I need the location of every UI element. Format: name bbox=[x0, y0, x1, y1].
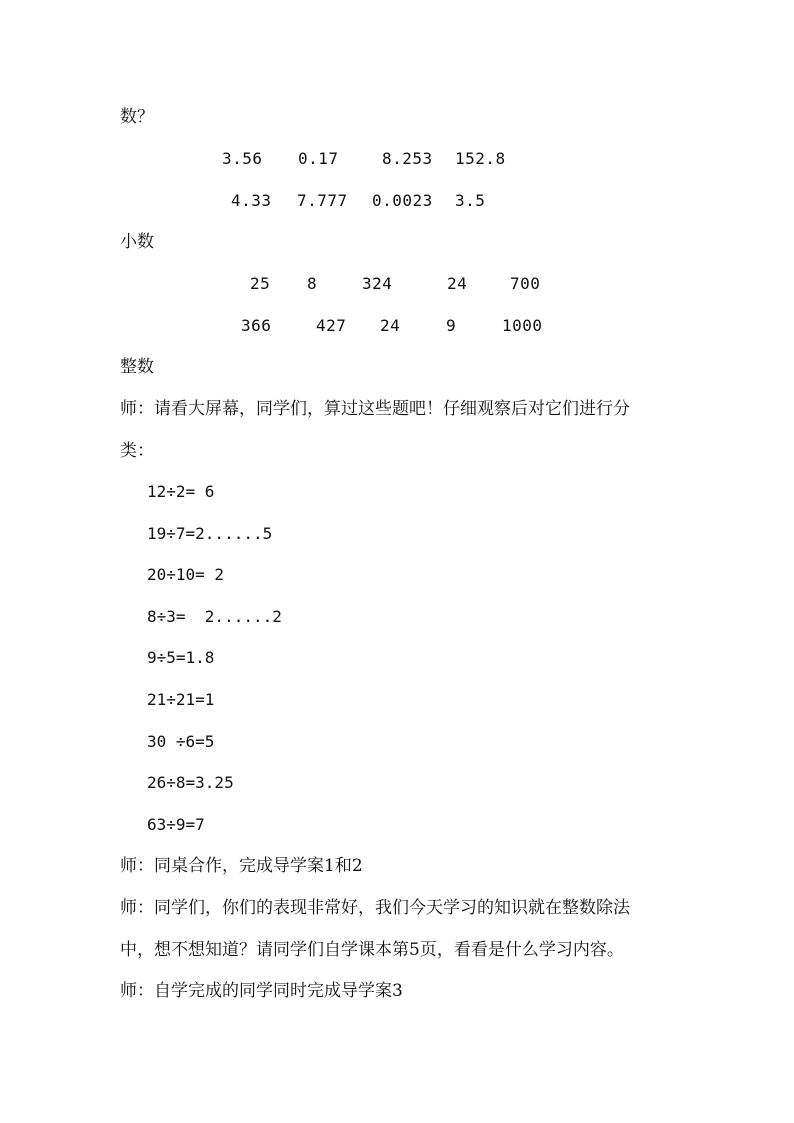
decimal-label: 小数 bbox=[120, 232, 154, 252]
integer-number: 366 bbox=[241, 316, 272, 335]
teacher-instruction: 师：自学完成的同学同时完成导学案3 bbox=[120, 981, 403, 1001]
teacher-instruction: 师：同学们，你们的表现非常好，我们今天学习的知识就在整数除法 bbox=[120, 898, 630, 918]
decimal-number: 7.777 bbox=[297, 191, 348, 210]
decimal-number: 3.56 bbox=[222, 149, 263, 168]
decimal-question: 数？ bbox=[120, 107, 154, 127]
decimal-number: 8.253 bbox=[382, 149, 433, 168]
teacher-prompt-line: 师：请看大屏幕，同学们，算过这些题吧！仔细观察后对它们进行分 bbox=[120, 399, 630, 419]
division-equation: 63÷9=7 bbox=[147, 815, 205, 834]
decimal-number: 0.17 bbox=[298, 149, 339, 168]
integer-number: 24 bbox=[380, 316, 401, 335]
integer-number: 8 bbox=[307, 274, 318, 293]
division-equation: 21÷21=1 bbox=[147, 690, 215, 709]
division-equation: 26÷8=3.25 bbox=[147, 773, 234, 792]
division-equation: 9÷5=1.8 bbox=[147, 648, 215, 667]
integer-number: 9 bbox=[446, 316, 457, 335]
division-equation: 20÷10= 2 bbox=[147, 565, 225, 584]
integer-number: 324 bbox=[362, 274, 393, 293]
division-equation: 8÷3= 2......2 bbox=[147, 607, 282, 626]
integer-number: 25 bbox=[250, 274, 271, 293]
decimal-number: 0.0023 bbox=[372, 191, 433, 210]
division-equation: 19÷7=2......5 bbox=[147, 524, 273, 543]
teacher-instruction: 中，想不想知道？请同学们自学课本第5页，看看是什么学习内容。 bbox=[120, 940, 624, 960]
decimal-number: 4.33 bbox=[231, 191, 272, 210]
decimal-number: 152.8 bbox=[455, 149, 506, 168]
integer-number: 427 bbox=[316, 316, 347, 335]
decimal-number: 3.5 bbox=[455, 191, 486, 210]
teacher-prompt-line: 类： bbox=[120, 441, 154, 461]
teacher-instruction: 师：同桌合作，完成导学案1和2 bbox=[120, 856, 363, 876]
integer-number: 700 bbox=[510, 274, 541, 293]
integer-number: 24 bbox=[447, 274, 468, 293]
integer-number: 1000 bbox=[502, 316, 543, 335]
division-equation: 12÷2= 6 bbox=[147, 482, 215, 501]
integer-label: 整数 bbox=[120, 357, 154, 377]
division-equation: 30 ÷6=5 bbox=[147, 732, 215, 751]
